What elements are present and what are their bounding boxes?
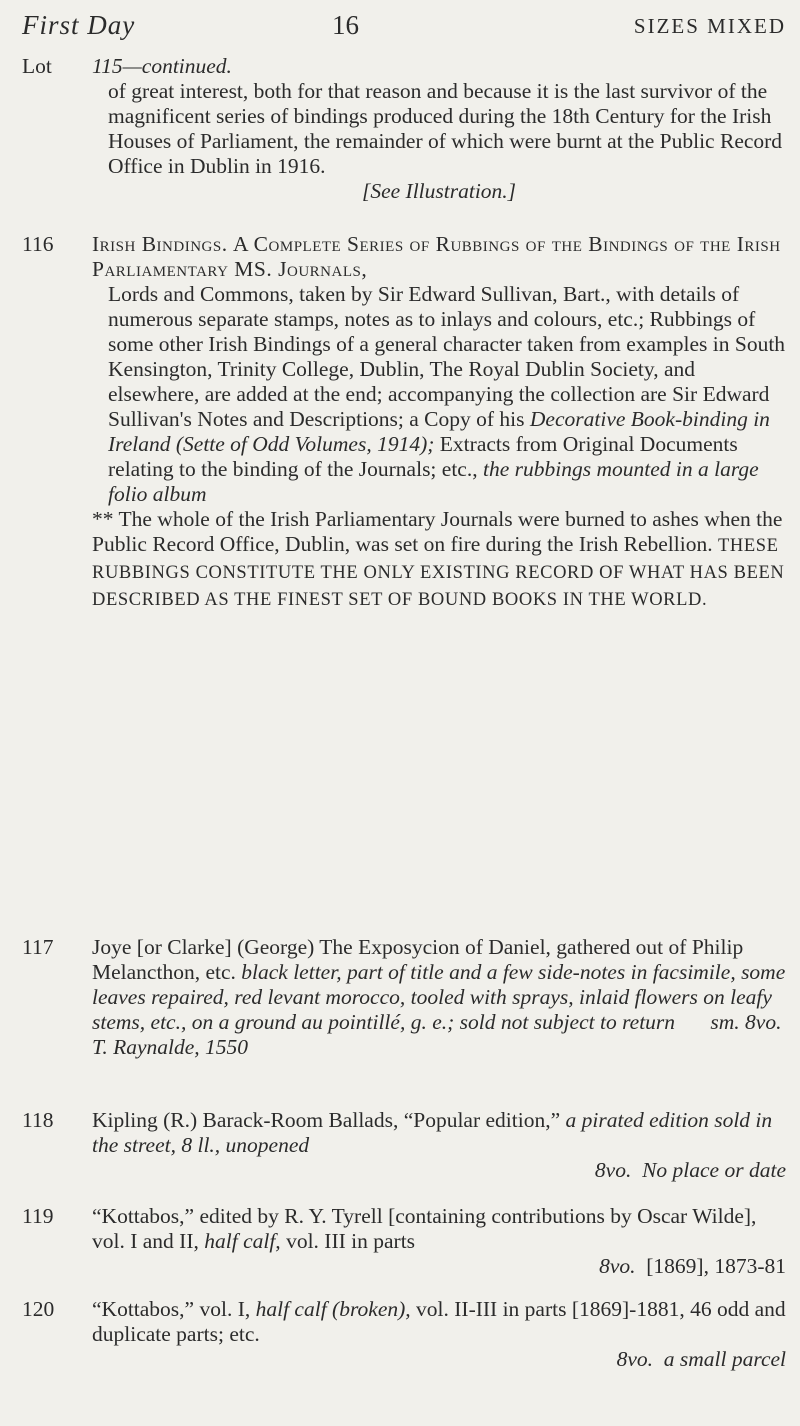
lot-note: ** The whole of the Irish Parliamentary Journals were burned to ashes when the Public Record Office, Dublin, was set on fire during the Irish Rebellion. THESE RUBBINGS CONSTITUTE THE ONLY EXISTING RECORD OF WHAT HAS BEEN DESCRIBED AS THE FINEST SET OF BOUND BOOKS IN THE WORLD. bbox=[92, 507, 785, 610]
lot-heading: Irish Bindings. bbox=[92, 232, 228, 256]
lot-title: 115—continued. bbox=[92, 54, 232, 78]
lot-label: Lot bbox=[22, 54, 52, 78]
lot-format: 8vo. [1869], 1873-81 bbox=[599, 1254, 786, 1278]
lot-format: 8vo. No place or date bbox=[594, 1158, 786, 1182]
lot-description: Kipling (R.) Barack-Room Ballads, “Popular edition,” a pirated edition sold in the street, 8 ll., unopened bbox=[92, 1108, 773, 1157]
lot-description: Joye [or Clarke] (George) The Exposycion of Daniel, gathered out of Philip Melancthon, etc. black letter, part of title and a few side-notes in facsimile, some leaves repaired, red levant morocco, tooled with sprays, inlaid flowers on leafy stems, etc., on a ground au pointillé, g. e.; sold not subject to return sm. 8vo. T. Raynalde, 1550 bbox=[92, 935, 786, 1059]
lot-description: of great interest, both for that reason and because it is the last survivor of the magnificent series of bindings produced during the 18th Century for the Irish Houses of Parliament, the remainder of which were burnt at the Public Record Office in Dublin in 1916. bbox=[108, 79, 783, 178]
lot-description: “Kottabos,” edited by R. Y. Tyrell [containing contributions by Oscar Wilde], vol. I and II, half calf, vol. III in parts bbox=[92, 1204, 757, 1253]
section-label: SIZES MIXED bbox=[633, 14, 786, 38]
lot-117 bbox=[22, 935, 786, 1060]
lot-119 bbox=[22, 1204, 786, 1279]
day-label: First Day bbox=[22, 10, 136, 40]
lot-number: 119 bbox=[22, 1204, 54, 1228]
illustration-note: [See Illustration.] bbox=[361, 179, 517, 203]
lot-format: 8vo. a small parcel bbox=[616, 1347, 786, 1371]
lot-heading-text: A Complete Series of Rubbings of the Bindings of the Irish Parliamentary MS. Journals, bbox=[92, 232, 781, 281]
note-mark: ** bbox=[92, 507, 114, 531]
lot-number: 118 bbox=[22, 1108, 54, 1132]
lot-115 bbox=[22, 54, 786, 204]
lot-description bbox=[92, 232, 786, 282]
lot-number: 120 bbox=[22, 1297, 55, 1321]
page-number: 16 bbox=[332, 10, 359, 40]
lot-120 bbox=[22, 1297, 786, 1372]
lot-description: “Kottabos,” vol. I, half calf (broken), vol. II-III in parts [1869]-1881, 46 odd and duplicate parts; etc. bbox=[92, 1297, 786, 1346]
lot-116 bbox=[22, 232, 786, 613]
lot-118 bbox=[22, 1108, 786, 1183]
page-header bbox=[22, 10, 786, 50]
lot-body: Lords and Commons, taken by Sir Edward Sullivan, Bart., with details of numerous separate stamps, notes as to inlays and colours, etc.; Rubbings of some other Irish Bindings of a general character taken from examples in South Kensington, Trinity College, Dublin, The Royal Dublin Society, and elsewhere, are added at the end; accompanying the collection are Sir Edward Sullivan's Notes and Descriptions; a Copy of his Decorative Book-binding in Ireland (Sette of Odd Volumes, 1914); Extracts from Original Documents relating to the binding of the Journals; etc., the rubbings mounted in a large folio album bbox=[108, 282, 786, 506]
lot-number: 116 bbox=[22, 232, 54, 256]
lot-number: 117 bbox=[22, 935, 54, 959]
